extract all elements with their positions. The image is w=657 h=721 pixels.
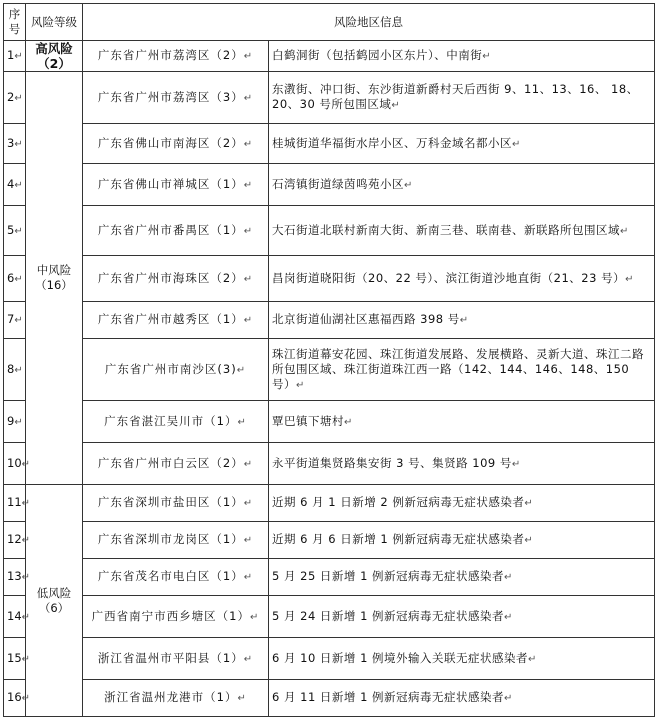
row-number: 15↵	[4, 638, 26, 680]
info-cell: 北京街道仙湖社区惠福西路 398 号↵	[269, 302, 655, 339]
region-cell: 浙江省温州龙港市（1）↵	[83, 680, 269, 717]
region-cell: 广东省广州市荔湾区（3）↵	[83, 72, 269, 124]
region-cell: 浙江省温州市平阳县（1）↵	[83, 638, 269, 680]
row-number: 11↵	[4, 485, 26, 522]
table-row	[4, 443, 655, 485]
row-number: 5↵	[4, 206, 26, 256]
table-row	[4, 638, 655, 680]
row-number: 6↵	[4, 256, 26, 302]
region-cell: 广东省广州市荔湾区（2）↵	[83, 41, 269, 72]
table-row	[4, 596, 655, 638]
region-cell: 广东省湛江吴川市（1）↵	[83, 401, 269, 443]
row-number: 14↵	[4, 596, 26, 638]
table-row	[4, 206, 655, 256]
region-cell: 广东省广州市越秀区（1）↵	[83, 302, 269, 339]
region-cell: 广西省南宁市西乡塘区（1）↵	[83, 596, 269, 638]
info-cell: 5 月 25 日新增 1 例新冠病毒无症状感染者↵	[269, 559, 655, 596]
region-cell: 广东省茂名市电白区（1）↵	[83, 559, 269, 596]
table-row	[4, 485, 655, 522]
row-number: 16↵	[4, 680, 26, 717]
info-cell: 珠江街道幕安花园、珠江街道发展路、发展横路、灵新大道、珠江二路所包围区域、珠江街道珠江西一路（142、144、146、148、150 号）↵	[269, 339, 655, 401]
info-cell: 大石街道北联村新南大街、新南三巷、联南巷、新联路所包围区域↵	[269, 206, 655, 256]
risk-level-high: 高风险（2）	[26, 41, 83, 72]
region-cell: 广东省佛山市南海区（2）↵	[83, 124, 269, 164]
info-cell: 白鹤洞街（包括鹤园小区东片）、中南街↵	[269, 41, 655, 72]
row-number: 12↵	[4, 522, 26, 559]
info-cell: 覃巴镇下塘村↵	[269, 401, 655, 443]
row-number: 13↵	[4, 559, 26, 596]
table-row	[4, 124, 655, 164]
table-row	[4, 559, 655, 596]
info-cell: 近期 6 月 1 日新增 2 例新冠病毒无症状感染者↵	[269, 485, 655, 522]
row-number: 10↵	[4, 443, 26, 485]
header-level: 风险等级	[26, 4, 83, 41]
info-cell: 石湾镇街道绿茵鸣苑小区↵	[269, 164, 655, 206]
table-row	[4, 522, 655, 559]
row-number: 3↵	[4, 124, 26, 164]
row-number: 4↵	[4, 164, 26, 206]
info-cell: 桂城街道华福街水岸小区、万科金域名都小区↵	[269, 124, 655, 164]
info-cell: 6 月 10 日新增 1 例境外输入关联无症状感染者↵	[269, 638, 655, 680]
row-number: 7↵	[4, 302, 26, 339]
table-row	[4, 41, 655, 72]
info-cell: 东漖街、冲口街、东沙街道新爵村天后西街 9、11、13、16、 18、20、30 号所包围区域↵	[269, 72, 655, 124]
table-row	[4, 256, 655, 302]
header-no: 序号	[4, 4, 26, 41]
region-cell: 广东省佛山市禅城区（1）↵	[83, 164, 269, 206]
table-row	[4, 339, 655, 401]
row-number: 2↵	[4, 72, 26, 124]
info-cell: 永平街道集贤路集安街 3 号、集贤路 109 号↵	[269, 443, 655, 485]
region-cell: 广东省广州市南沙区(3)↵	[83, 339, 269, 401]
table-row	[4, 164, 655, 206]
table-row	[4, 680, 655, 717]
region-cell: 广东省广州市番禺区（1）↵	[83, 206, 269, 256]
row-number: 1↵	[4, 41, 26, 72]
row-number: 8↵	[4, 339, 26, 401]
table-row	[4, 401, 655, 443]
row-number: 9↵	[4, 401, 26, 443]
header-info: 风险地区信息	[83, 4, 655, 41]
info-cell: 5 月 24 日新增 1 例新冠病毒无症状感染者↵	[269, 596, 655, 638]
table-header-row	[4, 4, 655, 41]
risk-level-mid: 中风险（16）	[26, 72, 83, 485]
region-cell: 广东省广州市海珠区（2）↵	[83, 256, 269, 302]
table-row	[4, 302, 655, 339]
info-cell: 昌岗街道晓阳街（20、22 号）、滨江街道沙地直街（21、23 号）↵	[269, 256, 655, 302]
table-row	[4, 72, 655, 124]
info-cell: 6 月 11 日新增 1 例新冠病毒无症状感染者↵	[269, 680, 655, 717]
info-cell: 近期 6 月 6 日新增 1 例新冠病毒无症状感染者↵	[269, 522, 655, 559]
risk-level-low: 低风险（6）	[26, 485, 83, 717]
region-cell: 广东省深圳市龙岗区（1）↵	[83, 522, 269, 559]
region-cell: 广东省广州市白云区（2）↵	[83, 443, 269, 485]
risk-area-table	[3, 3, 655, 717]
region-cell: 广东省深圳市盐田区（1）↵	[83, 485, 269, 522]
